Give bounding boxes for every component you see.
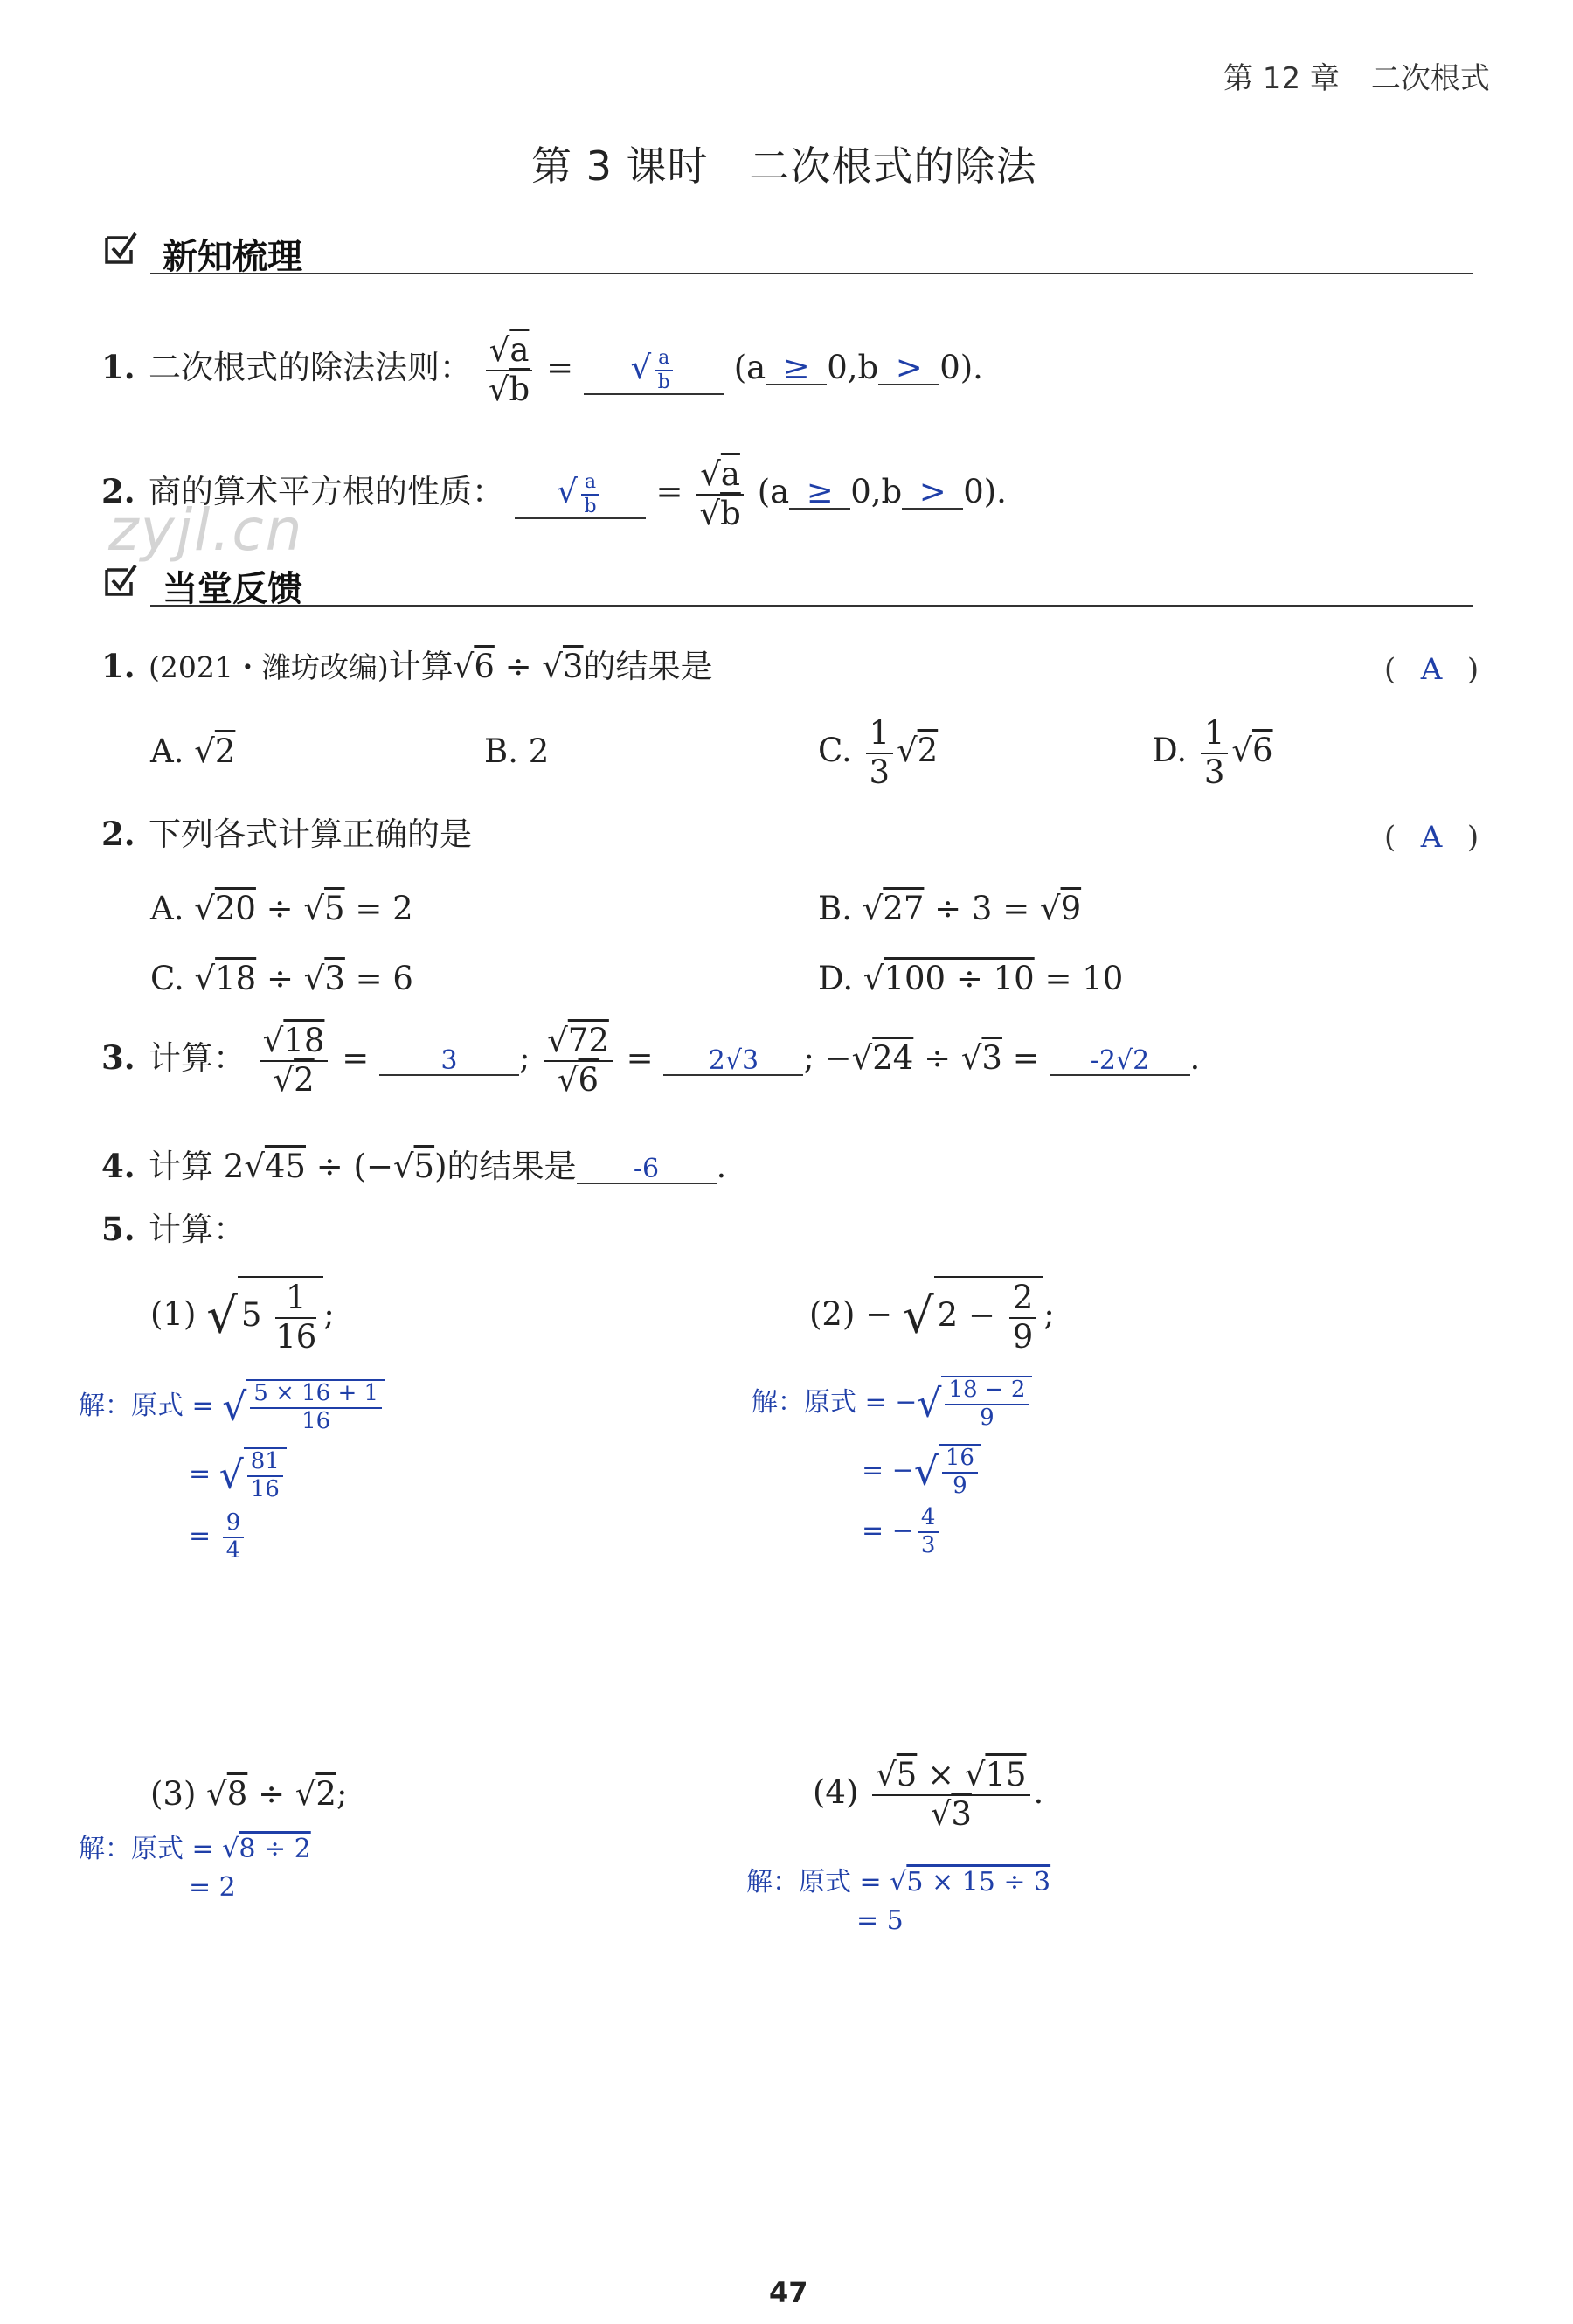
watermark: zyjl.cn bbox=[108, 496, 304, 564]
q5-part-2: (2) − √ 2 − $\frac{2}{9}$ ; bbox=[809, 1276, 1055, 1357]
page-number: 47 bbox=[769, 2276, 808, 2309]
solution-2: 解：原式 = −√ $\frac{18 - 2}{9}$ bbox=[752, 1376, 1032, 1432]
answer-bracket: ( A ) bbox=[1384, 652, 1479, 687]
option-c: C. $\frac{1}{3}$ √2 bbox=[818, 714, 939, 791]
section-title-new-knowledge: 新知梳理 bbox=[163, 237, 302, 277]
blank-a-condition: ≥ bbox=[766, 351, 827, 385]
option-c: C. √18 ÷ √3 = 6 bbox=[150, 960, 413, 997]
feedback-q2: 2. 下列各式计算正确的是 bbox=[101, 815, 472, 853]
lesson-title: 第 3 课时 二次根式的除法 bbox=[531, 142, 1037, 190]
blank-answer: -2√2 bbox=[1050, 1048, 1190, 1076]
blank-answer: -6 bbox=[577, 1156, 717, 1184]
solution-4-step-2: = 5 bbox=[856, 1905, 904, 1936]
section-divider bbox=[150, 605, 1473, 607]
solution-3: 解：原式 = √8 ÷ 2 bbox=[79, 1834, 311, 1864]
feedback-q4: 4. 计算 2√45 ÷ (−√5)的结果是 -6 . bbox=[101, 1147, 727, 1185]
solution-1-step-3: = $\frac{9}{4}$ bbox=[189, 1510, 247, 1564]
blank-sqrt-a-over-b: √ $\frac{a}{b}$ bbox=[515, 471, 646, 519]
q5-part-4: (4) $\frac{√5 \times √15}{√3}$ . bbox=[813, 1756, 1044, 1833]
blank-answer: 3 bbox=[379, 1048, 519, 1076]
option-d: D. √100 ÷ 10 = 10 bbox=[818, 960, 1124, 997]
fraction-sqrt-a-over-sqrt-b: $\frac{√a}{√b}$ bbox=[696, 456, 744, 532]
knowledge-q2: 2. 商的算术平方根的性质： √ $\frac{a}{b}$ = $\frac{√a}{√b}$ (a ≥ 0,b > 0). bbox=[101, 455, 1007, 532]
section-divider bbox=[150, 273, 1473, 274]
option-a: A. √20 ÷ √5 = 2 bbox=[150, 890, 413, 927]
blank-a-condition: ≥ bbox=[789, 475, 850, 510]
feedback-q5: 5. 计算： bbox=[101, 1210, 246, 1248]
option-a: A. √2 bbox=[150, 732, 236, 770]
chapter-label: 第 12 章 二次根式 bbox=[1223, 61, 1490, 96]
check-note-icon bbox=[101, 561, 142, 601]
answer-bracket: ( A ) bbox=[1384, 820, 1479, 855]
feedback-q3: 3. 计算： $\frac{√18}{√2}$ = 3 ; $\frac{√72}{√6}$ = 2√3 ; −√24 ÷ √3 = -2√2 . bbox=[101, 1022, 1201, 1099]
solution-3-step-2: = 2 bbox=[189, 1872, 236, 1903]
feedback-q1: 1. (2021・潍坊改编)计算√6 ÷ √3的结果是 bbox=[101, 647, 713, 685]
solution-1: 解：原式 = √ $\frac{5 \times 16 + 1}{16}$ bbox=[79, 1379, 385, 1435]
check-note-icon bbox=[101, 229, 142, 269]
option-b: B. √27 ÷ 3 = √9 bbox=[818, 890, 1082, 927]
solution-4: 解：原式 = √5 × 15 ÷ 3 bbox=[746, 1867, 1051, 1897]
solution-2-step-2: = −√ $\frac{16}{9}$ bbox=[862, 1444, 981, 1500]
blank-answer: 2√3 bbox=[663, 1048, 803, 1076]
option-d: D. $\frac{1}{3}$ √6 bbox=[1152, 714, 1273, 791]
solution-2-step-3: = − $\frac{4}{3}$ bbox=[862, 1505, 942, 1559]
option-b: B. 2 bbox=[484, 732, 550, 770]
knowledge-q1: 1. 二次根式的除法法则： $\frac{√a}{√b}$ = √ $\frac{a}{b}$ (a ≥ 0,b > 0). bbox=[101, 331, 983, 408]
blank-b-condition: > bbox=[902, 475, 963, 510]
fraction-sqrt-a-over-sqrt-b: $\frac{√a}{√b}$ bbox=[486, 332, 533, 408]
blank-b-condition: > bbox=[878, 351, 939, 385]
solution-1-step-2: = √ $\frac{81}{16}$ bbox=[189, 1447, 287, 1503]
q5-part-3: (3) √8 ÷ √2; bbox=[150, 1775, 348, 1813]
blank-sqrt-a-over-b: √ $\frac{a}{b}$ bbox=[584, 347, 724, 395]
q5-part-1: (1) √ 5 $\frac{1}{16}$ ; bbox=[150, 1276, 335, 1357]
section-title-feedback: 当堂反馈 bbox=[163, 569, 302, 609]
